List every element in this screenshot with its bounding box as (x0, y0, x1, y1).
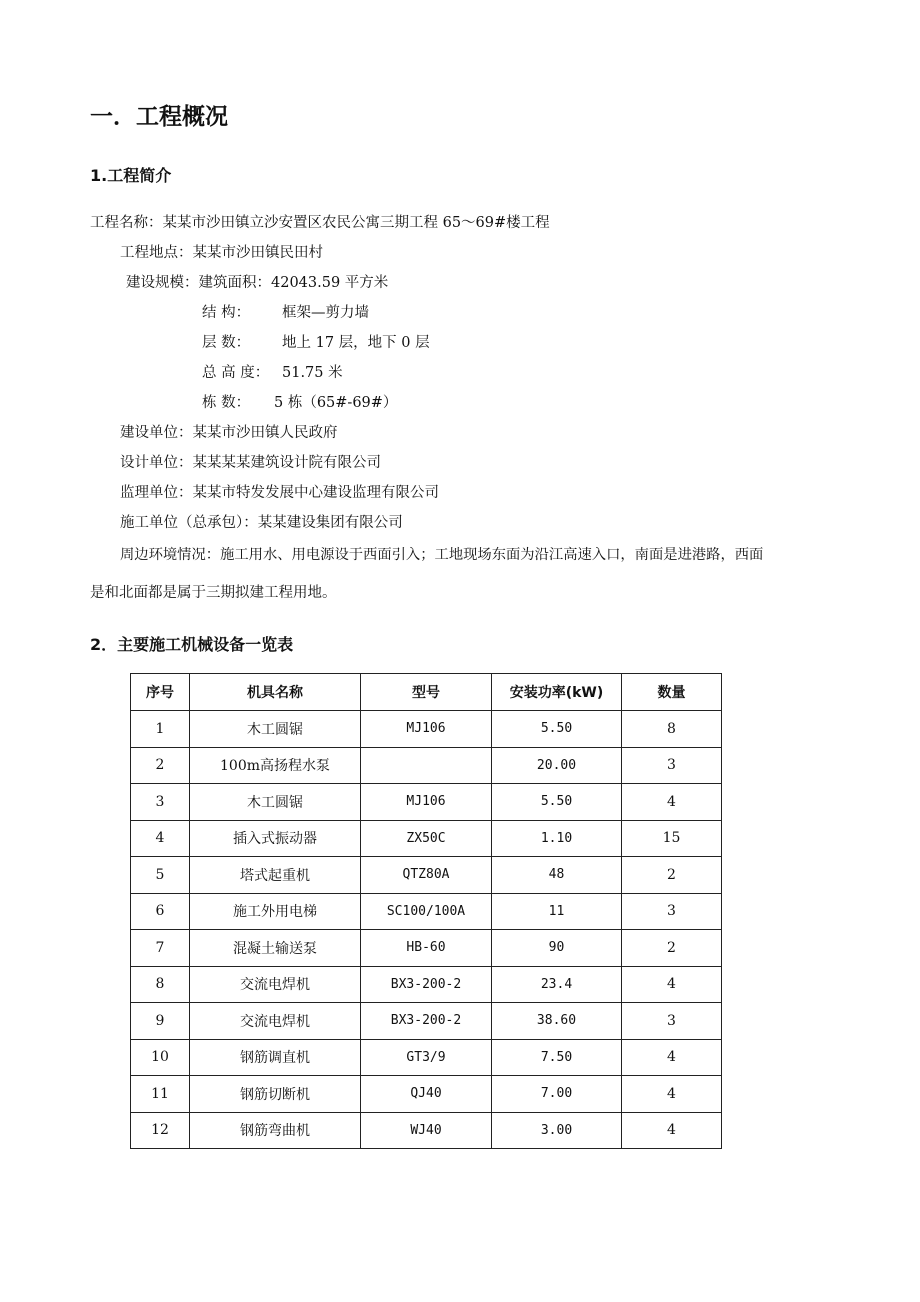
subsection-title-overview: 1.工程简介 (90, 166, 172, 185)
cell-name: 钢筋切断机 (190, 1076, 361, 1113)
cell-power: 90 (492, 930, 622, 967)
cell-model: GT3/9 (361, 1039, 492, 1076)
contractor-unit: 施工单位（总承包）：某某建设集团有限公司 (120, 515, 403, 531)
cell-power: 1.10 (492, 820, 622, 857)
cell-name: 插入式振动器 (190, 820, 361, 857)
table-row (131, 784, 722, 821)
floors-label: 层 数： (202, 335, 251, 351)
table-row (131, 820, 722, 857)
cell-quantity: 3 (622, 1003, 722, 1040)
header-quantity: 数量 (622, 674, 722, 711)
cell-model: QTZ80A (361, 857, 492, 894)
cell-index: 6 (131, 893, 190, 930)
cell-model: WJ40 (361, 1112, 492, 1149)
cell-name: 钢筋调直机 (190, 1039, 361, 1076)
table-row (131, 711, 722, 748)
header-index: 序号 (131, 674, 190, 711)
cell-name: 施工外用电梯 (190, 893, 361, 930)
cell-model: ZX50C (361, 820, 492, 857)
cell-index: 11 (131, 1076, 190, 1113)
project-name: 工程名称：某某市沙田镇立沙安置区农民公寓三期工程 65～69#楼工程 (90, 215, 550, 231)
table-row (131, 930, 722, 967)
buildings-value: 5 栋（65#-69#） (274, 395, 398, 411)
project-location: 工程地点：某某市沙田镇民田村 (120, 245, 323, 261)
cell-name: 钢筋弯曲机 (190, 1112, 361, 1149)
cell-power: 7.00 (492, 1076, 622, 1113)
floors-value: 地上 17 层，地下 0 层 (282, 335, 430, 351)
cell-model (361, 747, 492, 784)
cell-index: 3 (131, 784, 190, 821)
cell-power: 20.00 (492, 747, 622, 784)
cell-model: BX3-200-2 (361, 1003, 492, 1040)
table-row (131, 857, 722, 894)
subsection-title-equipment: 2．主要施工机械设备一览表 (90, 635, 294, 654)
cell-model: MJ106 (361, 784, 492, 821)
supervision-unit: 监理单位：某某市特发发展中心建设监理有限公司 (120, 485, 439, 501)
cell-quantity: 2 (622, 930, 722, 967)
height-label: 总 高 度： (202, 365, 270, 381)
environment-line-2: 是和北面都是属于三期拟建工程用地。 (90, 585, 337, 601)
cell-power: 3.00 (492, 1112, 622, 1149)
cell-name: 塔式起重机 (190, 857, 361, 894)
cell-index: 2 (131, 747, 190, 784)
cell-name: 100m高扬程水泵 (190, 747, 361, 784)
cell-model: BX3-200-2 (361, 966, 492, 1003)
cell-quantity: 3 (622, 893, 722, 930)
cell-power: 5.50 (492, 711, 622, 748)
height-value: 51.75 米 (282, 365, 343, 381)
equipment-table (130, 673, 722, 1149)
cell-index: 7 (131, 930, 190, 967)
header-name: 机具名称 (190, 674, 361, 711)
cell-quantity: 4 (622, 1039, 722, 1076)
cell-index: 8 (131, 966, 190, 1003)
cell-model: MJ106 (361, 711, 492, 748)
table-row (131, 1039, 722, 1076)
cell-power: 48 (492, 857, 622, 894)
section-title: 一．工程概况 (90, 104, 228, 130)
table-row (131, 966, 722, 1003)
cell-power: 23.4 (492, 966, 622, 1003)
cell-power: 38.60 (492, 1003, 622, 1040)
table-row (131, 1003, 722, 1040)
cell-name: 交流电焊机 (190, 1003, 361, 1040)
cell-name: 混凝土输送泵 (190, 930, 361, 967)
cell-quantity: 4 (622, 1076, 722, 1113)
project-scale: 建设规模：建筑面积：42043.59 平方米 (126, 275, 389, 291)
environment-line-1: 周边环境情况：施工用水、用电源设于西面引入；工地现场东面为沿江高速入口，南面是进港路，西面 (120, 547, 764, 563)
cell-model: QJ40 (361, 1076, 492, 1113)
cell-quantity: 4 (622, 784, 722, 821)
cell-index: 1 (131, 711, 190, 748)
table-row (131, 893, 722, 930)
cell-model: HB-60 (361, 930, 492, 967)
cell-power: 5.50 (492, 784, 622, 821)
table-row (131, 1112, 722, 1149)
cell-index: 12 (131, 1112, 190, 1149)
cell-name: 木工圆锯 (190, 784, 361, 821)
cell-model: SC100/100A (361, 893, 492, 930)
owner-unit: 建设单位：某某市沙田镇人民政府 (120, 425, 338, 441)
cell-name: 交流电焊机 (190, 966, 361, 1003)
design-unit: 设计单位：某某某某建筑设计院有限公司 (120, 455, 381, 471)
table-row (131, 747, 722, 784)
cell-index: 9 (131, 1003, 190, 1040)
cell-quantity: 8 (622, 711, 722, 748)
structure-value: 框架—剪力墙 (282, 305, 369, 321)
cell-quantity: 4 (622, 1112, 722, 1149)
cell-index: 5 (131, 857, 190, 894)
header-power: 安装功率(kW) (492, 674, 622, 711)
cell-index: 4 (131, 820, 190, 857)
cell-index: 10 (131, 1039, 190, 1076)
cell-name: 木工圆锯 (190, 711, 361, 748)
structure-label: 结 构： (202, 305, 251, 321)
cell-quantity: 4 (622, 966, 722, 1003)
cell-quantity: 2 (622, 857, 722, 894)
cell-quantity: 3 (622, 747, 722, 784)
header-model: 型号 (361, 674, 492, 711)
table-header-row (131, 674, 722, 711)
cell-power: 7.50 (492, 1039, 622, 1076)
cell-quantity: 15 (622, 820, 722, 857)
table-row (131, 1076, 722, 1113)
buildings-label: 栋 数： (202, 395, 251, 411)
cell-power: 11 (492, 893, 622, 930)
